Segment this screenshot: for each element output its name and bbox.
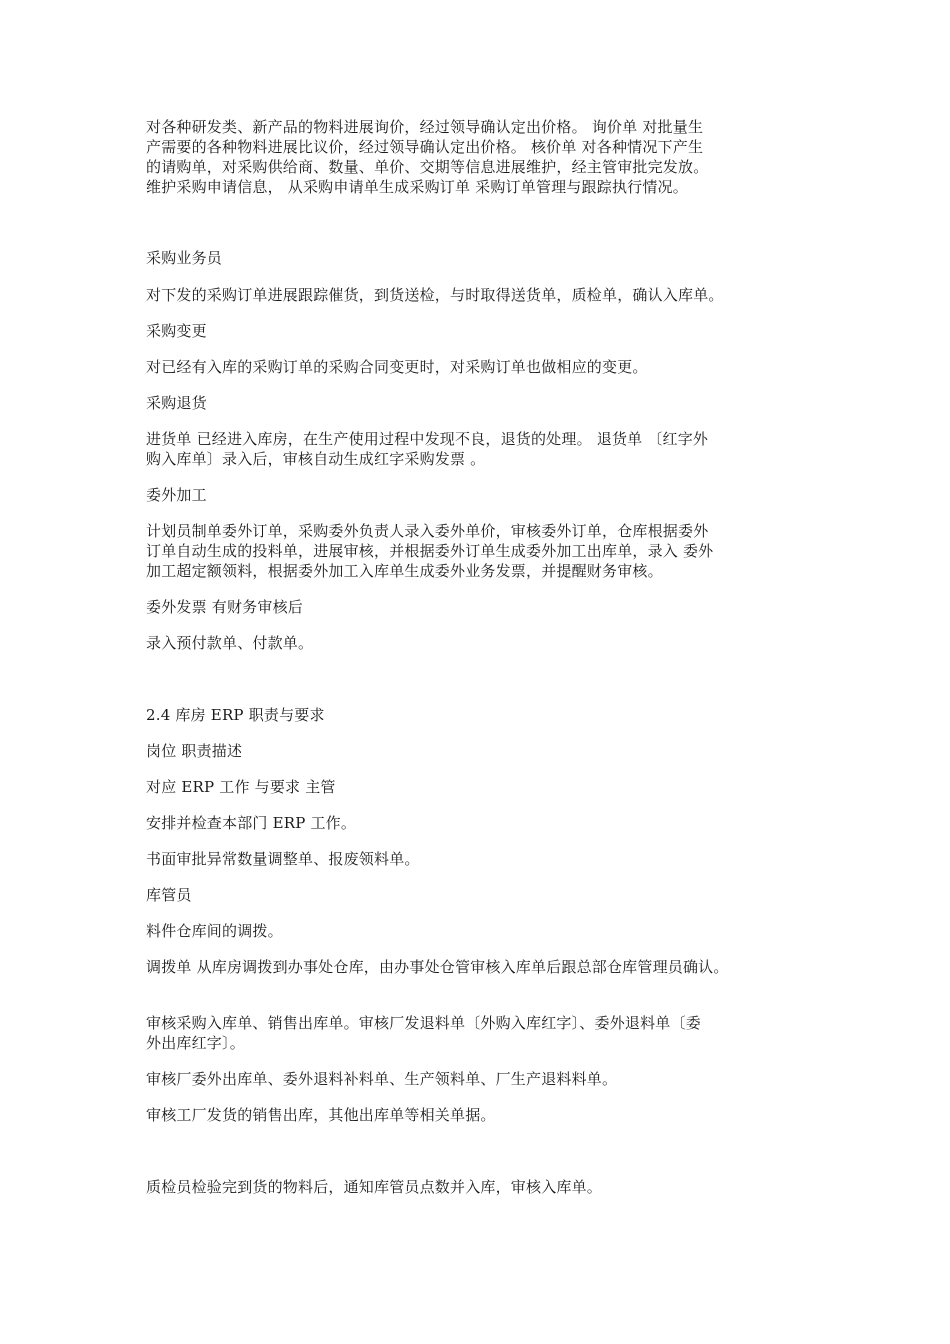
section-heading: 2.4 库房 ERP 职责与要求 [146,706,325,724]
audit-paragraph-2: 审核厂委外出库单、委外退料补料单、生产领料单、厂生产退料料单。 [146,1070,618,1088]
intro-paragraph: 对各种研发类、新产品的物料进展询价，经过领导确认定出价格。 询价单 对批量生 产需要的各种物料进展比议价，经过领导确认定出价格。 核价单 对各种情况下产生 的请购单，对采购供给商、数量、单价、交期等信息进展维护，经主管审批完发放。 维护采购申请信息， 从采购申请单生成采购订单 采购订单管理与跟踪执行情况。 [146,118,709,196]
purchase-return-paragraph: 进货单 已经进入库房，在生产使用过程中发现不良，退货的处理。 退货单 〔红字外 购入库单〕录入后，审核自动生成红字采购发票 。 [146,430,709,468]
purchase-change-paragraph: 对已经有入库的采购订单的采购合同变更时，对采购订单也做相应的变更。 [146,358,648,376]
audit-paragraph-1: 审核采购入库单、销售出库单。审核厂发退料单〔外购入库红字〕、委外退料单〔委 外出库红字〕。 [146,1014,701,1052]
purchase-return-heading: 采购退货 [146,394,207,412]
transfer-doc-line: 调拨单 从库房调拨到办事处仓库，由办事处仓管审核入库单后跟总部仓库管理员确认。 [146,958,729,976]
outsource-invoice-line: 委外发票 有财务审核后 [146,598,303,616]
keeper-heading: 库管员 [146,886,192,904]
purchase-staff-paragraph: 对下发的采购订单进展跟踪催货，到货送检，与时取得送货单，质检单，确认入库单。 [146,286,724,304]
purchase-staff-heading: 采购业务员 [146,249,223,267]
audit-paragraph-3: 审核工厂发货的销售出库，其他出库单等相关单据。 [146,1106,496,1124]
written-approval-line: 书面审批异常数量调整单、报废领料单。 [146,850,420,868]
purchase-change-heading: 采购变更 [146,322,207,340]
erp-work-line: 对应 ERP 工作 与要求 主管 [146,778,336,796]
outsource-heading: 委外加工 [146,486,207,504]
qc-note-line: 质检员检验完到货的物料后，通知库管员点数并入库，审核入库单。 [146,1178,603,1196]
arrange-check-line: 安排并检查本部门 ERP 工作。 [146,814,357,832]
transfer-line: 料件仓库间的调拨。 [146,922,283,940]
post-description-line: 岗位 职责描述 [146,742,243,760]
prepayment-line: 录入预付款单、付款单。 [146,634,314,652]
outsource-paragraph: 计划员制单委外订单，采购委外负责人录入委外单价，审核委外订单，仓库根据委外 订单自动生成的投料单，进展审核，并根据委外订单生成委外加工出库单，录入 委外 加工超定额领料，根据委外加工入库单生成委外业务发票，并提醒财务审核。 [146,522,714,580]
